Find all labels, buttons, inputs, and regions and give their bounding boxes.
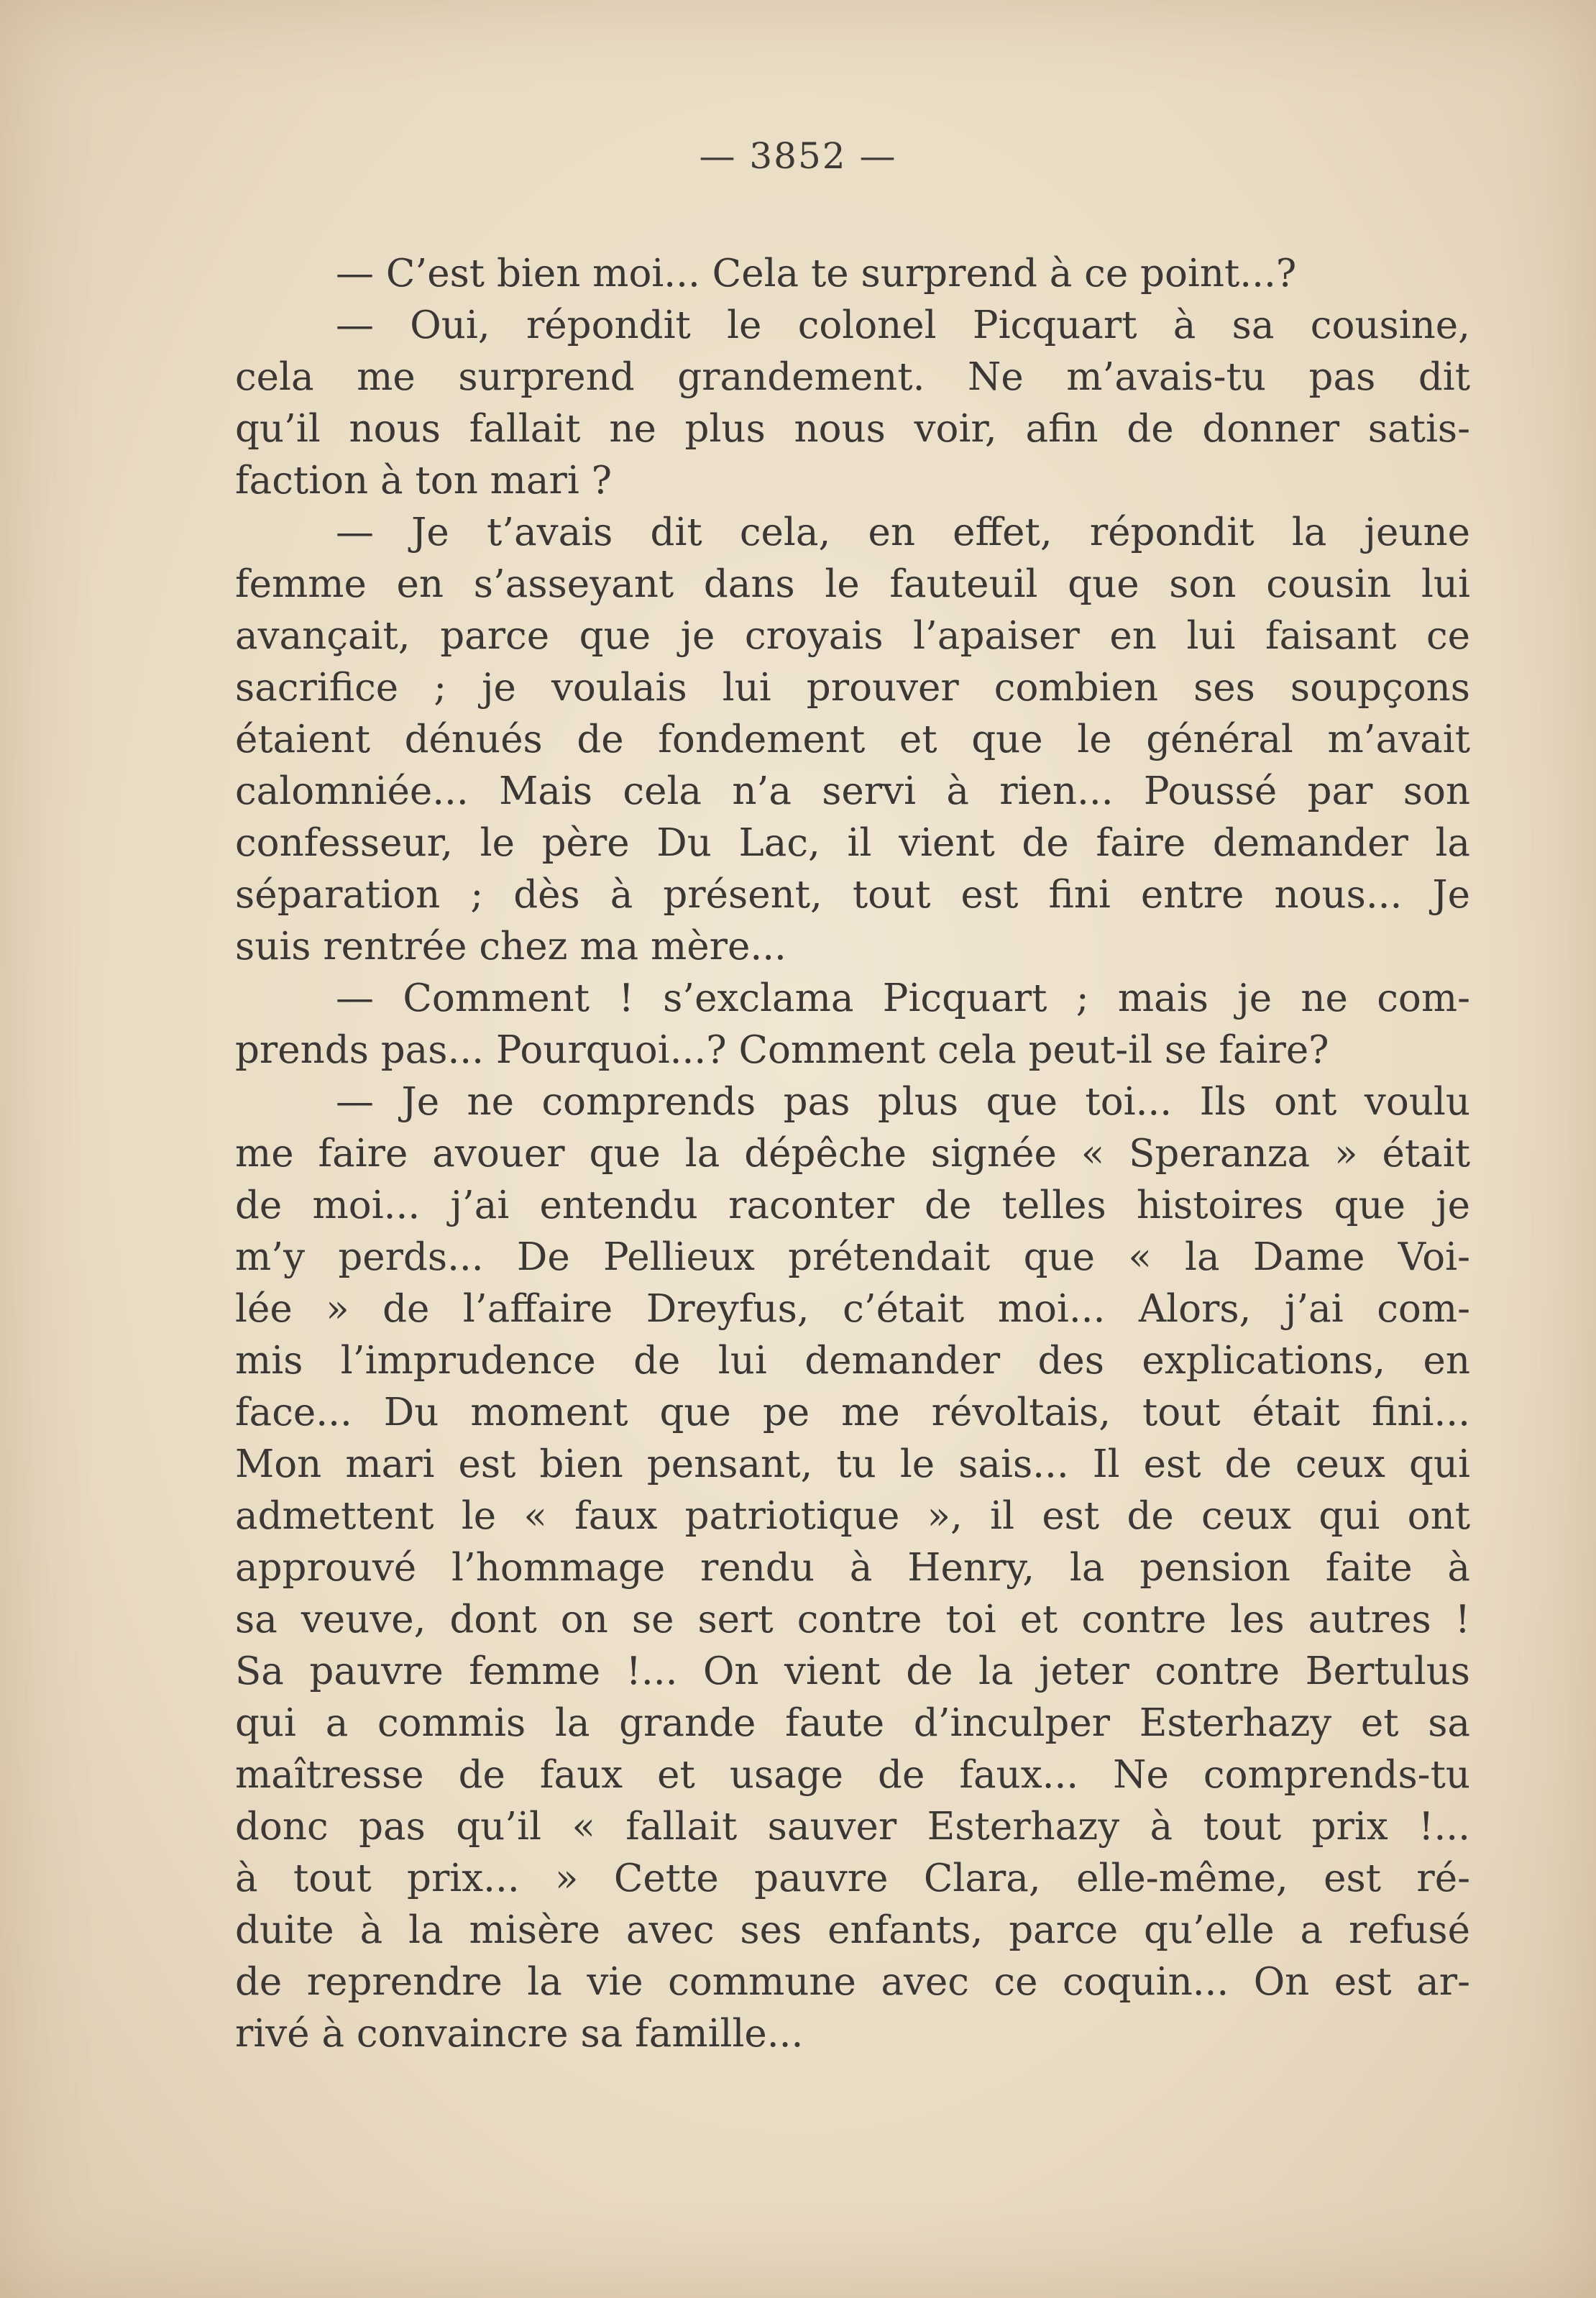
text-line: Sa pauvre femme !... On vient de la jeter contre Bertulus [235, 1649, 1470, 1693]
text-line: Mon mari est bien pensant, tu le sais... Il est de ceux qui [235, 1442, 1470, 1486]
text-line: admettent le « faux patriotique », il est de ceux qui ont [235, 1494, 1470, 1538]
text-line: séparation ; dès à présent, tout est fini entre nous... Je [235, 873, 1470, 917]
text-line: mis l’imprudence de lui demander des explications, en [235, 1339, 1470, 1383]
text-line: calomniée... Mais cela n’a servi à rien... Poussé par son [235, 769, 1470, 813]
text-line: me faire avouer que la dépêche signée « Speranza » était [235, 1132, 1470, 1176]
text-line: duite à la misère avec ses enfants, parce qu’elle a refusé [235, 1908, 1470, 1952]
text-line: rivé à convaincre sa famille... [235, 2012, 804, 2056]
page-number: — 3852 — [699, 135, 897, 177]
text-line: de moi... j’ai entendu raconter de telles histoires que je [235, 1184, 1470, 1227]
text-line: — Je ne comprends pas plus que toi... Ils ont voulu [336, 1080, 1470, 1124]
text-line: de reprendre la vie commune avec ce coquin... On est ar- [235, 1960, 1470, 2004]
text-line: maîtresse de faux et usage de faux... Ne comprends-tu [235, 1753, 1470, 1797]
text-line: sacrifice ; je voulais lui prouver combien ses soupçons [235, 666, 1470, 710]
text-line: prends pas... Pourquoi...? Comment cela peut-il se faire? [235, 1028, 1329, 1072]
text-line: donc pas qu’il « fallait sauver Esterhazy à tout prix !... [235, 1805, 1470, 1849]
text-line: lée » de l’affaire Dreyfus, c’était moi... Alors, j’ai com- [235, 1287, 1470, 1331]
text-line: m’y perds... De Pellieux prétendait que « la Dame Voi- [235, 1235, 1470, 1279]
text-line: étaient dénués de fondement et que le général m’avait [235, 718, 1470, 761]
text-line: face... Du moment que pe me révoltais, tout était fini... [235, 1391, 1470, 1434]
text-line: femme en s’asseyant dans le fauteuil que son cousin lui [235, 562, 1470, 606]
text-line: — C’est bien moi... Cela te surprend à ce point...? [336, 252, 1297, 296]
text-line: suis rentrée chez ma mère... [235, 925, 786, 969]
text-line: — Comment ! s’exclama Picquart ; mais je ne com- [336, 976, 1470, 1020]
text-line: qui a commis la grande faute d’inculper Esterhazy et sa [235, 1701, 1470, 1745]
text-line: cela me surprend grandement. Ne m’avais-tu pas dit [235, 355, 1470, 399]
text-line: approuvé l’hommage rendu à Henry, la pension faite à [235, 1546, 1470, 1590]
text-line: à tout prix... » Cette pauvre Clara, elle-même, est ré- [235, 1857, 1470, 1900]
text-line: — Je t’avais dit cela, en effet, répondit la jeune [336, 511, 1470, 554]
text-line: faction à ton mari ? [235, 459, 613, 503]
body-text [235, 248, 1470, 2060]
text-line: confesseur, le père Du Lac, il vient de faire demander la [235, 821, 1470, 865]
text-line: avançait, parce que je croyais l’apaiser en lui faisant ce [235, 614, 1470, 658]
text-line: sa veuve, dont on se sert contre toi et contre les autres ! [235, 1598, 1470, 1642]
text-line: qu’il nous fallait ne plus nous voir, afin de donner satis- [235, 407, 1470, 451]
text-line: — Oui, répondit le colonel Picquart à sa cousine, [336, 303, 1470, 347]
